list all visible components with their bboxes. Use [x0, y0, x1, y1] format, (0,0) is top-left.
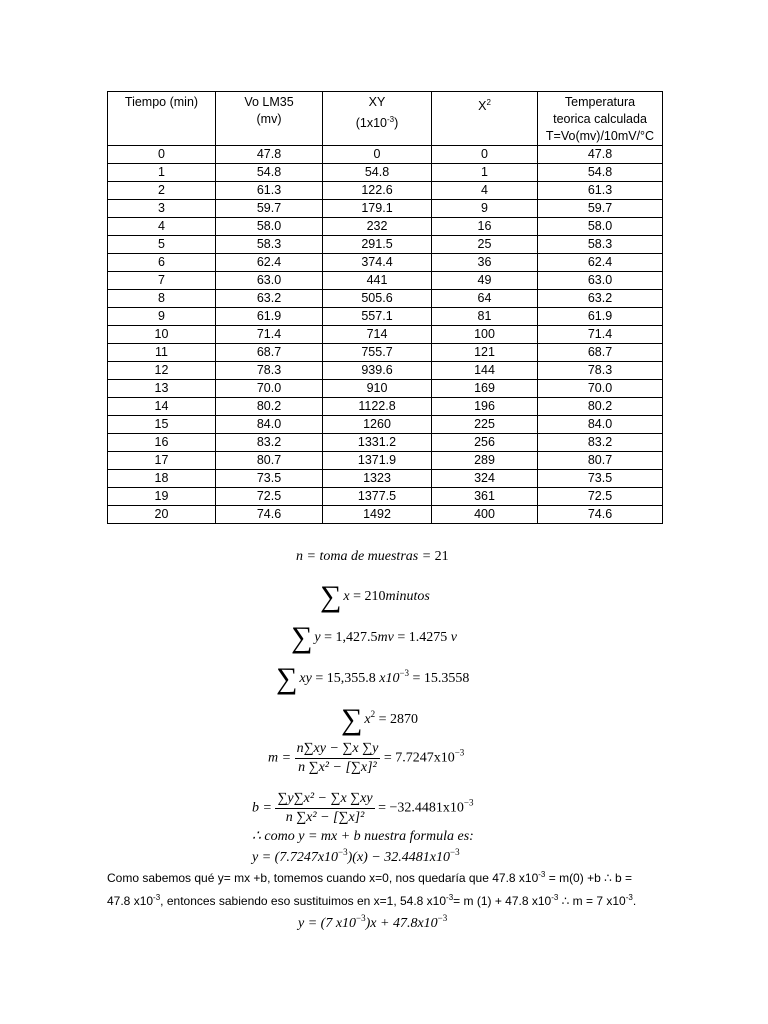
table-cell: 80.2: [216, 398, 323, 416]
table-cell: 3: [108, 200, 216, 218]
table-cell: 47.8: [216, 146, 323, 164]
table-cell: 100: [432, 326, 538, 344]
table-cell: 68.7: [538, 344, 663, 362]
table-cell: 20: [108, 506, 216, 524]
table-cell: 12: [108, 362, 216, 380]
table-cell: 80.7: [538, 452, 663, 470]
table-cell: 1323: [323, 470, 432, 488]
table-cell: 256: [432, 434, 538, 452]
table-cell: 63.2: [216, 290, 323, 308]
header-xy-label: XY: [368, 95, 386, 109]
header-x2-label: X: [478, 99, 487, 114]
data-table: [107, 91, 663, 524]
equation-sum-y: ∑ y = 1,427.5mv = 1.4275 v: [291, 621, 457, 654]
table-cell: 73.5: [538, 470, 663, 488]
table-row: [108, 182, 663, 200]
header-tiempo: [108, 92, 216, 146]
table-cell: 11: [108, 344, 216, 362]
table-cell: 8: [108, 290, 216, 308]
table-cell: 84.0: [538, 416, 663, 434]
table-cell: 2: [108, 182, 216, 200]
table-cell: 59.7: [216, 200, 323, 218]
table-cell: 4: [108, 218, 216, 236]
header-temp-line3: T=Vo(mv)/10mV/°C: [545, 129, 655, 143]
table-cell: 1371.9: [323, 452, 432, 470]
table-cell: 25: [432, 236, 538, 254]
table-cell: 232: [323, 218, 432, 236]
table-cell: 1331.2: [323, 434, 432, 452]
table-row: [108, 146, 663, 164]
table-cell: 144: [432, 362, 538, 380]
header-xy-unit: $(1x10^{-3})$: [355, 115, 399, 131]
table-cell: 169: [432, 380, 538, 398]
table-cell: 61.9: [216, 308, 323, 326]
table-row: [108, 470, 663, 488]
table-cell: 1260: [323, 416, 432, 434]
sum-symbol: ∑: [341, 703, 363, 736]
table-cell: 1377.5: [323, 488, 432, 506]
table-cell: 4: [432, 182, 538, 200]
table-row: [108, 380, 663, 398]
table-row: [108, 200, 663, 218]
table-cell: 70.0: [538, 380, 663, 398]
table-row: [108, 236, 663, 254]
table-cell: 13: [108, 380, 216, 398]
table-cell: 755.7: [323, 344, 432, 362]
table-cell: 71.4: [538, 326, 663, 344]
table-cell: 74.6: [538, 506, 663, 524]
table-cell: 72.5: [538, 488, 663, 506]
table-cell: 71.4: [216, 326, 323, 344]
table-row: [108, 308, 663, 326]
table-cell: 63.0: [538, 272, 663, 290]
table-cell: 505.6: [323, 290, 432, 308]
header-vo: [216, 92, 323, 146]
table-cell: 58.0: [538, 218, 663, 236]
table-cell: 17: [108, 452, 216, 470]
table-cell: 84.0: [216, 416, 323, 434]
table-cell: 81: [432, 308, 538, 326]
table-row: [108, 164, 663, 182]
table-cell: 74.6: [216, 506, 323, 524]
table-row: [108, 272, 663, 290]
table-cell: 910: [323, 380, 432, 398]
table-cell: 59.7: [538, 200, 663, 218]
table-cell: 16: [108, 434, 216, 452]
header-temp-line2: teorica calculada: [553, 112, 647, 126]
header-tiempo-label: Tiempo (min): [124, 95, 199, 109]
fraction-b: $\frac{\text{∑y∑x² − ∑x ∑xy}}{\text{n ∑x² − [∑x]²}}$: [277, 791, 373, 825]
table-cell: 225: [432, 416, 538, 434]
header-x2: $X^2$: [432, 92, 538, 146]
table-cell: 47.8: [538, 146, 663, 164]
table-cell: 63.2: [538, 290, 663, 308]
table-cell: 9: [432, 200, 538, 218]
table-cell: 73.5: [216, 470, 323, 488]
table-row: [108, 362, 663, 380]
table-cell: 16: [432, 218, 538, 236]
table-row: [108, 506, 663, 524]
table-cell: 64: [432, 290, 538, 308]
table-cell: 15: [108, 416, 216, 434]
explanation-paragraph: Como sabemos qué y= mx +b, tomemos cuando x=0, nos quedaría que 47.8 $x10^{-3} = m(0) +b$ ∴ b = 47.8 $x10^{-3}$, entonces sabiendo eso sustituimos en x=1, 54.8 $x10^{-3}= m$ (1) + 47.8 $x10^{-3}$ ∴ m = 7 $x10^{-3}$.: [107, 870, 637, 908]
header-vo-unit: (mv): [256, 112, 282, 126]
table-cell: 557.1: [323, 308, 432, 326]
equation-formula-1: $y = (7.7247x10^{-3})(x) - 32.4481x10^{-3}$: [252, 847, 460, 865]
table-row: [108, 398, 663, 416]
table-cell: 1: [108, 164, 216, 182]
table-cell: 179.1: [323, 200, 432, 218]
table-body: [108, 146, 663, 524]
sum-symbol: ∑: [320, 580, 342, 613]
table-cell: 78.3: [538, 362, 663, 380]
table-cell: 62.4: [216, 254, 323, 272]
equation-sum-x: ∑ x = 210minutos: [320, 580, 430, 613]
table-row: [108, 290, 663, 308]
table-cell: 5: [108, 236, 216, 254]
table-cell: 1492: [323, 506, 432, 524]
table-row: [108, 344, 663, 362]
table-cell: 400: [432, 506, 538, 524]
table-row: [108, 434, 663, 452]
table-cell: 68.7: [216, 344, 323, 362]
header-vo-label: Vo LM35: [244, 95, 294, 109]
table-cell: 80.7: [216, 452, 323, 470]
equation-b: b = $\frac{\text{∑y∑x² − ∑x ∑xy}}{\text{n ∑x² − [∑x]²}}$ = $-32.4481x10^{-3}$: [252, 791, 474, 825]
table-cell: 1: [432, 164, 538, 182]
table-cell: 196: [432, 398, 538, 416]
table-cell: 36: [432, 254, 538, 272]
table-cell: 72.5: [216, 488, 323, 506]
table-cell: 10: [108, 326, 216, 344]
table-cell: 0: [432, 146, 538, 164]
equation-sum-xy: ∑ xy = 15,355.8 $x10^{-3} = 15.3558$: [276, 662, 470, 695]
table-cell: 19: [108, 488, 216, 506]
table-cell: 62.4: [538, 254, 663, 272]
table-cell: 63.0: [216, 272, 323, 290]
table-cell: 80.2: [538, 398, 663, 416]
table-row: [108, 452, 663, 470]
fraction-m: $\frac{n\sum xy - \sum x \sum y}{\text{n ∑x² − [∑x]²}}$: [296, 741, 379, 775]
table-cell: 939.6: [323, 362, 432, 380]
table-cell: 83.2: [216, 434, 323, 452]
equation-sum-x2: ∑ $x^2 = 2870$: [341, 703, 419, 736]
equation-therefore: ∴ como y = mx + b nuestra formula es:: [252, 829, 474, 844]
equation-m: m = $\frac{n\sum xy - \sum x \sum y}{\text{n ∑x² − [∑x]²}}$ = $7.7247x10^{-3}$: [268, 741, 465, 775]
sum-symbol: ∑: [291, 621, 313, 654]
table-cell: 61.3: [538, 182, 663, 200]
table-cell: 54.8: [323, 164, 432, 182]
table-cell: 291.5: [323, 236, 432, 254]
table-cell: 374.4: [323, 254, 432, 272]
table-cell: 78.3: [216, 362, 323, 380]
table-cell: 14: [108, 398, 216, 416]
table-cell: 58.3: [538, 236, 663, 254]
table-cell: 714: [323, 326, 432, 344]
table-cell: 58.3: [216, 236, 323, 254]
header-temp-line1: Temperatura: [564, 95, 636, 109]
equation-formula-2: y = (7 $x10^{-3})x + 47.8x10^{-3}$: [298, 913, 448, 931]
table-cell: 58.0: [216, 218, 323, 236]
header-row: [108, 92, 663, 146]
table-row: [108, 416, 663, 434]
header-xy: [323, 92, 432, 146]
table-cell: 122.6: [323, 182, 432, 200]
table-cell: 83.2: [538, 434, 663, 452]
table-cell: 7: [108, 272, 216, 290]
table-cell: 18: [108, 470, 216, 488]
table-cell: 0: [108, 146, 216, 164]
table-cell: 361: [432, 488, 538, 506]
table-row: [108, 218, 663, 236]
table-cell: 324: [432, 470, 538, 488]
header-temperatura: [538, 92, 663, 146]
table-cell: 1122.8: [323, 398, 432, 416]
table-cell: 49: [432, 272, 538, 290]
table-cell: 54.8: [216, 164, 323, 182]
table-row: [108, 488, 663, 506]
table-cell: 289: [432, 452, 538, 470]
equation-n: n = toma de muestras = 21: [296, 549, 449, 564]
table-cell: 121: [432, 344, 538, 362]
table-cell: 61.9: [538, 308, 663, 326]
table-row: [108, 254, 663, 272]
table-cell: 54.8: [538, 164, 663, 182]
table-cell: 9: [108, 308, 216, 326]
sum-symbol: ∑: [276, 662, 298, 695]
table-cell: 6: [108, 254, 216, 272]
table-cell: 70.0: [216, 380, 323, 398]
table-row: [108, 326, 663, 344]
table-cell: 61.3: [216, 182, 323, 200]
table-cell: 441: [323, 272, 432, 290]
table-cell: 0: [323, 146, 432, 164]
